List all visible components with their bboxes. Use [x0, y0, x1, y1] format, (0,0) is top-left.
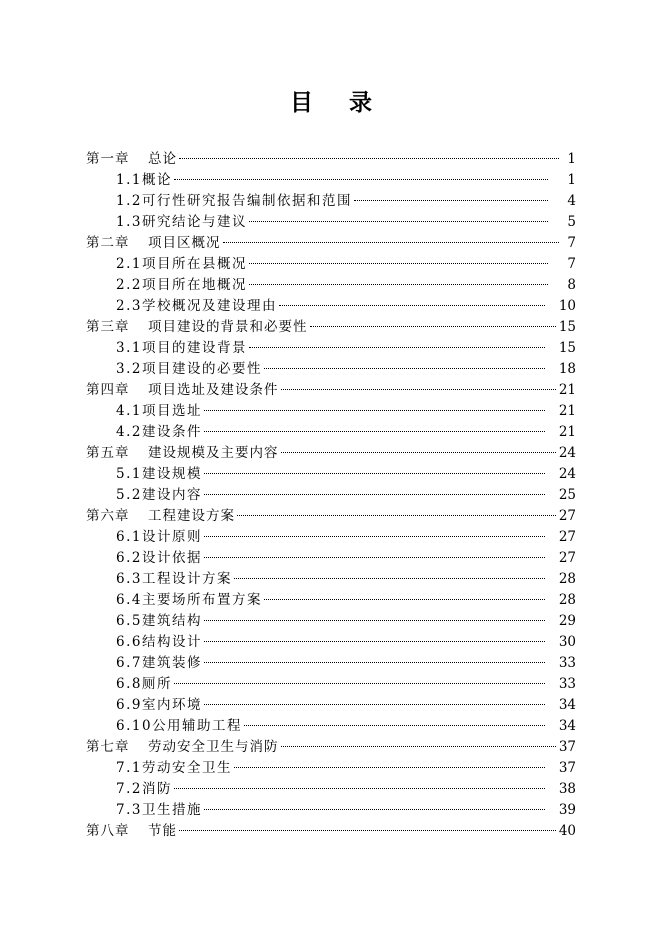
toc-section-row — [86, 191, 576, 212]
toc-chapter-row — [86, 737, 576, 758]
toc-entry-title: 卫生措施 — [141, 802, 202, 818]
dot-leader — [249, 284, 548, 285]
dot-leader — [279, 305, 545, 306]
toc-entry-title: 设计依据 — [141, 550, 202, 566]
section-number: 2.1 — [116, 256, 142, 272]
toc-entry-label — [116, 779, 172, 800]
toc-entry-title: 概论 — [141, 172, 172, 188]
toc-entry-label — [116, 590, 262, 611]
toc-section-row — [86, 611, 576, 632]
toc-section-row — [86, 653, 576, 674]
toc-entry-label — [116, 548, 202, 569]
toc-entry-title: 建筑装修 — [141, 655, 202, 671]
toc-entry-title: 节能 — [148, 823, 177, 839]
toc-section-row — [86, 569, 576, 590]
toc-entry-title: 建设规模及主要内容 — [148, 445, 279, 461]
page-number: 5 — [567, 214, 576, 230]
toc-entry-label — [86, 737, 279, 758]
toc-section-row — [86, 527, 576, 548]
toc-section-row — [86, 548, 576, 569]
dot-leader — [234, 767, 545, 768]
dot-leader — [281, 746, 556, 747]
page-number: 1 — [567, 151, 576, 167]
toc-entry-title: 公用辅助工程 — [152, 718, 243, 734]
dot-leader — [223, 242, 560, 243]
toc-entry-label — [116, 758, 232, 779]
toc-section-row — [86, 338, 576, 359]
dot-leader — [264, 368, 545, 369]
toc-section-row — [86, 464, 576, 485]
section-number: 5.2 — [116, 487, 142, 503]
section-number: 2.2 — [116, 277, 142, 293]
toc-entry-label — [116, 485, 202, 506]
toc-entry-label — [116, 632, 202, 653]
toc-entry-title: 项目选址及建设条件 — [148, 382, 279, 398]
toc-entry-title: 项目建设的背景和必要性 — [148, 319, 308, 335]
toc-entry-title: 建筑结构 — [141, 613, 202, 629]
toc-entry-label — [116, 527, 202, 548]
toc-entry-label — [116, 191, 352, 212]
toc-section-row — [86, 401, 576, 422]
toc-entry-title: 项目选址 — [141, 403, 202, 419]
toc-entry-title: 总论 — [148, 151, 177, 167]
toc-section-row — [86, 359, 576, 380]
dot-leader — [264, 599, 545, 600]
dot-leader — [204, 704, 545, 705]
toc-section-row — [86, 212, 576, 233]
dot-leader — [204, 641, 545, 642]
chapter-number: 第五章 — [86, 445, 130, 461]
page-number: 7 — [567, 235, 576, 251]
dot-leader — [310, 326, 556, 327]
toc-entry-title: 项目的建设背景 — [141, 340, 247, 356]
table-of-contents — [86, 149, 576, 842]
section-number: 6.1 — [116, 529, 142, 545]
chapter-number: 第一章 — [86, 151, 130, 167]
toc-entry-label — [116, 674, 172, 695]
toc-section-row — [86, 296, 576, 317]
toc-entry-title: 项目建设的必要性 — [141, 361, 262, 377]
toc-entry-title: 厕所 — [141, 676, 172, 692]
section-number: 6.2 — [116, 550, 142, 566]
toc-chapter-row — [86, 821, 576, 842]
toc-entry-title: 建设内容 — [141, 487, 202, 503]
page-number: 15 — [558, 340, 576, 356]
section-number: 3.2 — [116, 361, 142, 377]
toc-chapter-row — [86, 443, 576, 464]
toc-entry-label — [116, 611, 202, 632]
dot-leader — [234, 578, 545, 579]
toc-entry-label — [86, 233, 221, 254]
toc-entry-label — [116, 401, 202, 422]
page-number: 33 — [558, 655, 576, 671]
page-number: 40 — [558, 823, 576, 839]
toc-section-row — [86, 716, 576, 737]
page-number: 21 — [558, 403, 576, 419]
dot-leader — [237, 515, 556, 516]
toc-entry-title: 劳动安全卫生 — [141, 760, 232, 776]
dot-leader — [204, 410, 545, 411]
dot-leader — [204, 620, 545, 621]
page-number: 21 — [558, 424, 576, 440]
toc-entry-title: 可行性研究报告编制依据和范围 — [141, 193, 352, 209]
toc-section-row — [86, 779, 576, 800]
page-number: 28 — [558, 592, 576, 608]
page-number: 18 — [558, 361, 576, 377]
dot-leader — [174, 788, 545, 789]
toc-chapter-row — [86, 506, 576, 527]
toc-entry-title: 建设规模 — [141, 466, 202, 482]
page-number: 15 — [558, 319, 576, 335]
dot-leader — [204, 809, 545, 810]
dot-leader — [179, 830, 556, 831]
toc-entry-title: 项目区概况 — [148, 235, 221, 251]
page-number: 7 — [567, 256, 576, 272]
toc-entry-title: 学校概况及建设理由 — [141, 298, 277, 314]
toc-entry-label — [116, 464, 202, 485]
toc-entry-title: 研究结论与建议 — [141, 214, 247, 230]
chapter-number: 第三章 — [86, 319, 130, 335]
page-number: 21 — [558, 382, 576, 398]
chapter-number: 第四章 — [86, 382, 130, 398]
toc-entry-label — [116, 296, 277, 317]
section-number: 7.2 — [116, 781, 142, 797]
page-number: 24 — [558, 466, 576, 482]
toc-entry-title: 主要场所布置方案 — [141, 592, 262, 608]
toc-section-row — [86, 485, 576, 506]
toc-section-row — [86, 674, 576, 695]
toc-entry-title: 建设条件 — [141, 424, 202, 440]
toc-chapter-row — [86, 317, 576, 338]
page-number: 30 — [558, 634, 576, 650]
dot-leader — [249, 347, 545, 348]
toc-entry-label — [116, 338, 247, 359]
toc-entry-label — [116, 275, 247, 296]
toc-entry-label — [116, 800, 202, 821]
dot-leader — [179, 158, 559, 159]
page-title: 目 录 — [289, 89, 386, 116]
toc-section-row — [86, 422, 576, 443]
toc-entry-title: 项目所在县概况 — [141, 256, 247, 272]
page-number: 28 — [558, 571, 576, 587]
page-number: 37 — [558, 760, 576, 776]
toc-section-row — [86, 695, 576, 716]
toc-entry-label — [86, 821, 177, 842]
section-number: 2.3 — [116, 298, 142, 314]
dot-leader — [174, 683, 545, 684]
toc-section-row — [86, 254, 576, 275]
dot-leader — [204, 494, 545, 495]
page-number: 24 — [558, 445, 576, 461]
section-number: 6.3 — [116, 571, 142, 587]
page-number: 39 — [558, 802, 576, 818]
section-number: 4.1 — [116, 403, 142, 419]
section-number: 6.8 — [116, 676, 142, 692]
page-number: 27 — [558, 550, 576, 566]
toc-section-row — [86, 632, 576, 653]
toc-entry-title: 工程设计方案 — [141, 571, 232, 587]
dot-leader — [204, 662, 545, 663]
toc-entry-title: 消防 — [141, 781, 172, 797]
toc-entry-label — [116, 254, 247, 275]
toc-entry-label — [116, 716, 242, 737]
page-number: 29 — [558, 613, 576, 629]
section-number: 3.1 — [116, 340, 142, 356]
section-number: 6.4 — [116, 592, 142, 608]
page-number: 34 — [558, 718, 576, 734]
page-number: 34 — [558, 697, 576, 713]
dot-leader — [249, 263, 548, 264]
section-number: 1.3 — [116, 214, 142, 230]
toc-entry-label — [116, 653, 202, 674]
toc-entry-label — [86, 317, 308, 338]
page-number: 38 — [558, 781, 576, 797]
toc-chapter-row — [86, 149, 576, 170]
toc-entry-title: 室内环境 — [141, 697, 202, 713]
toc-section-row — [86, 758, 576, 779]
dot-leader — [281, 389, 556, 390]
toc-entry-title: 结构设计 — [141, 634, 202, 650]
dot-leader — [204, 473, 545, 474]
dot-leader — [174, 179, 548, 180]
toc-entry-title: 工程建设方案 — [148, 508, 235, 524]
section-number: 6.6 — [116, 634, 142, 650]
toc-entry-label — [116, 422, 202, 443]
chapter-number: 第八章 — [86, 823, 130, 839]
toc-section-row — [86, 170, 576, 191]
page-number: 8 — [567, 277, 576, 293]
page-number: 4 — [567, 193, 576, 209]
toc-entry-label — [86, 506, 235, 527]
toc-entry-label — [116, 695, 202, 716]
page-number: 27 — [558, 529, 576, 545]
section-number: 7.3 — [116, 802, 142, 818]
toc-entry-label — [86, 149, 177, 170]
chapter-number: 第二章 — [86, 235, 130, 251]
dot-leader — [354, 200, 548, 201]
section-number: 4.2 — [116, 424, 142, 440]
section-number: 6.9 — [116, 697, 142, 713]
toc-section-row — [86, 590, 576, 611]
page-number: 10 — [558, 298, 576, 314]
dot-leader — [281, 452, 556, 453]
toc-entry-label — [116, 569, 232, 590]
toc-entry-label — [116, 212, 247, 233]
toc-entry-title: 项目所在地概况 — [141, 277, 247, 293]
toc-chapter-row — [86, 233, 576, 254]
page-number: 25 — [558, 487, 576, 503]
dot-leader — [204, 557, 545, 558]
page-number: 27 — [558, 508, 576, 524]
toc-entry-label — [86, 443, 279, 464]
section-number: 6.5 — [116, 613, 142, 629]
toc-chapter-row — [86, 380, 576, 401]
dot-leader — [204, 536, 545, 537]
dot-leader — [204, 431, 545, 432]
toc-entry-label — [116, 170, 172, 191]
toc-entry-label — [86, 380, 279, 401]
section-number: 1.1 — [116, 172, 142, 188]
toc-section-row — [86, 275, 576, 296]
section-number: 6.7 — [116, 655, 142, 671]
dot-leader — [244, 725, 545, 726]
page-number: 33 — [558, 676, 576, 692]
chapter-number: 第七章 — [86, 739, 130, 755]
section-number: 5.1 — [116, 466, 142, 482]
dot-leader — [249, 221, 548, 222]
section-number: 1.2 — [116, 193, 142, 209]
chapter-number: 第六章 — [86, 508, 130, 524]
toc-entry-label — [116, 359, 262, 380]
section-number: 6.10 — [116, 718, 153, 734]
toc-section-row — [86, 800, 576, 821]
page-number: 37 — [558, 739, 576, 755]
toc-entry-title: 设计原则 — [141, 529, 202, 545]
section-number: 7.1 — [116, 760, 142, 776]
toc-entry-title: 劳动安全卫生与消防 — [148, 739, 279, 755]
page-number: 1 — [567, 172, 576, 188]
